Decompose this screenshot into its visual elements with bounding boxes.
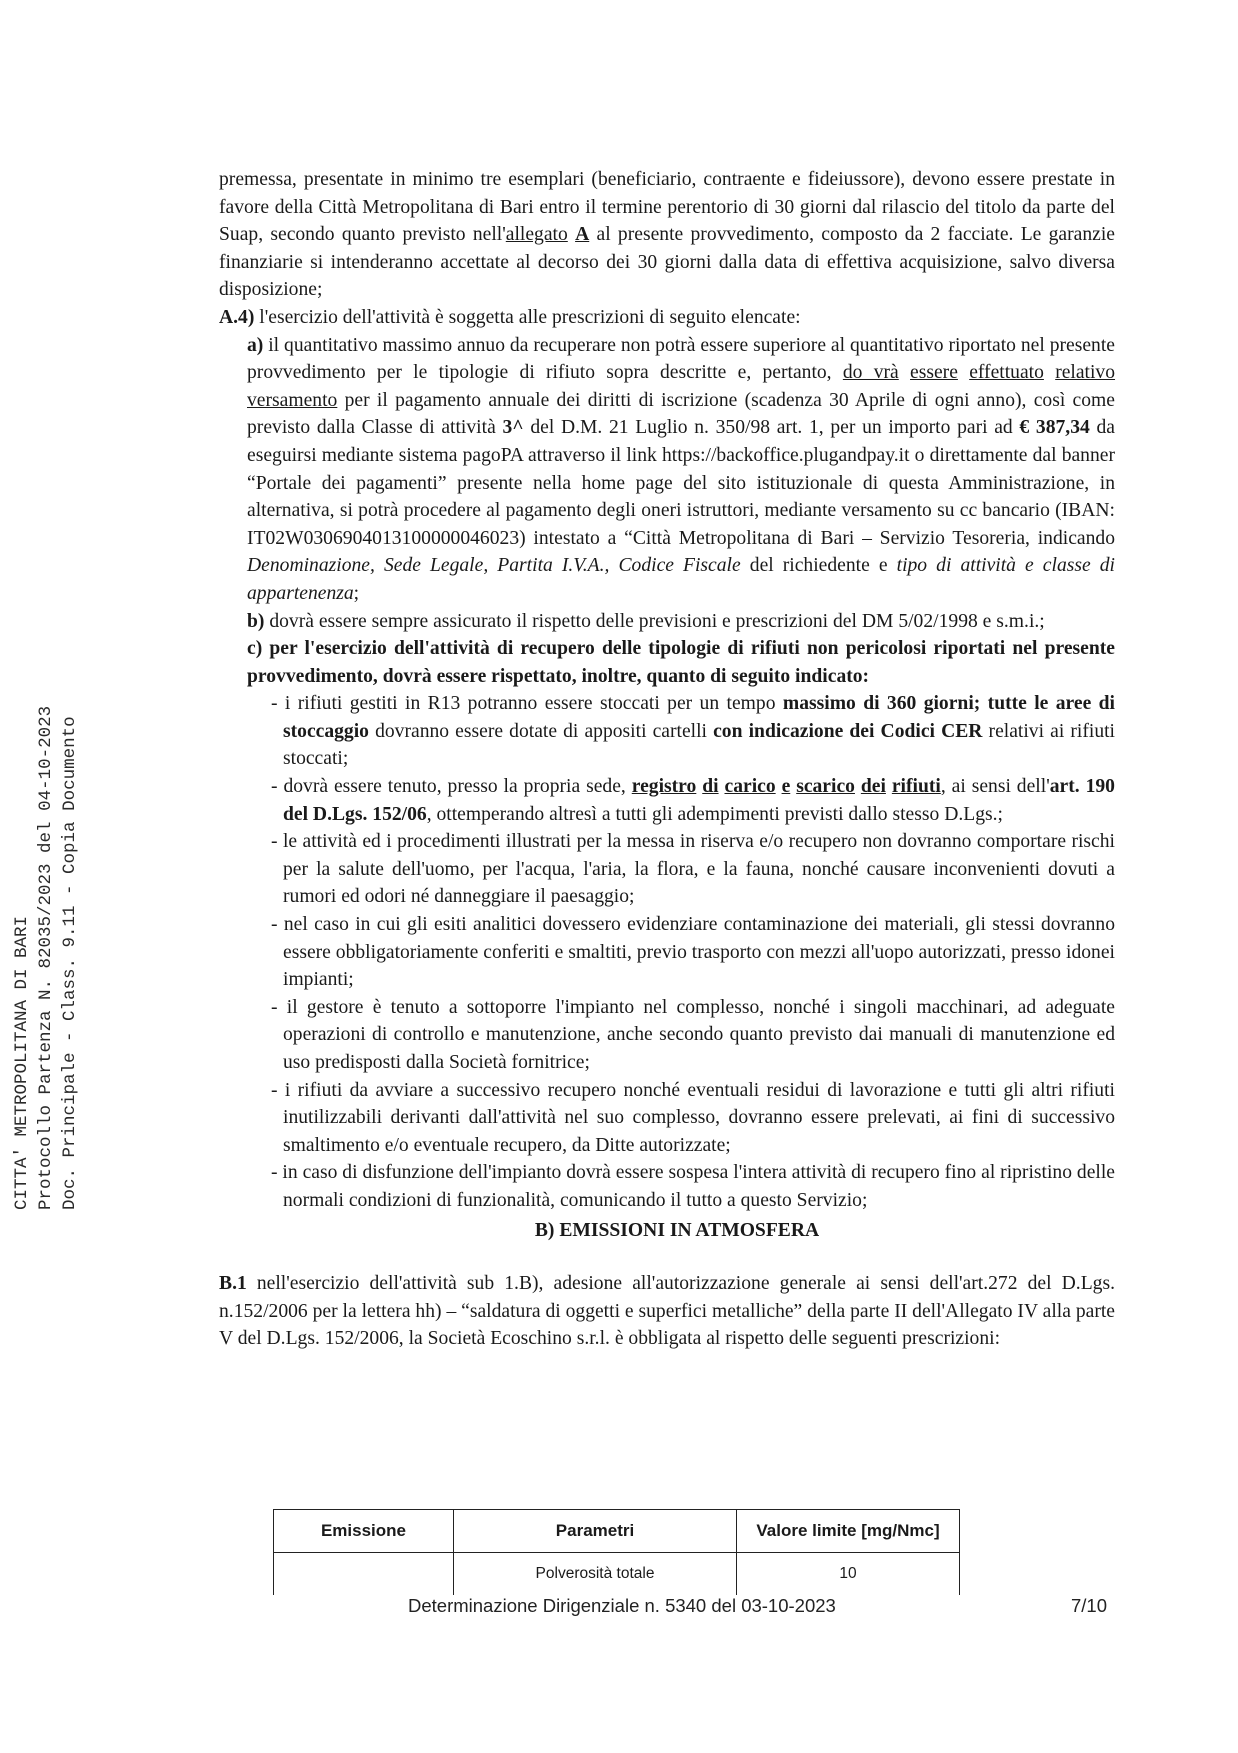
header-valore-limite: Valore limite [mg/Nmc] — [737, 1510, 960, 1553]
prescription-waste-removal: - i rifiuti da avviare a successivo recupero nonché eventuali residui di lavorazione e tutti gli altri rifiuti inutilizzabili derivanti dall'attività nel suo complesso, dovranno essere prelevati, ai fini di successivo smaltimento e/o eventuale recupero, da Ditte autorizzate; — [271, 1079, 1115, 1156]
prescription-storage: - i rifiuti gestiti in R13 potranno essere stoccati per un tempo massimo di 360 giorni; tutte le aree di stoccaggio dovranno essere dotate di appositi cartelli con indicazione dei Codici CER relativi ai rifiuti stoccati; — [271, 693, 1116, 770]
cell-emissione — [274, 1553, 454, 1596]
stamp-line-3: Doc. Principale - Class. 9.11 - Copia Documento — [60, 716, 80, 1210]
stamp-line-1: CITTA' METROPOLITANA DI BARI — [12, 915, 32, 1210]
stamp-line-2: Protocollo Partenza N. 82035/2023 del 04-10-2023 — [36, 705, 56, 1210]
allegato-link: allegato — [505, 224, 568, 246]
cell-valore: 10 — [737, 1553, 960, 1596]
header-parametri: Parametri — [454, 1510, 737, 1553]
item-a: a) il quantitativo massimo annuo da recuperare non potrà essere superiore al quantitativo riportato nel presente provvedimento per le tipologie di rifiuto sopra descritte e, pertanto, do vrà essere effettuato relativo versamento per il pagamento annuale dei diritti di iscrizione (scadenza 30 Aprile di ogni anno), così come previsto dalla Classe di attività 3^ del D.M. 21 Luglio n. 350/98 art. 1, per un importo pari ad € 387,34 da eseguirsi mediante sistema pagoPA attraverso il link https://backoffice.plugandpay.it o direttamente dal banner “Portale dei pagamenti” presente nella home page del sito istituzionale di questa Amministrazione, in alternativa, si potrà procedere al pagamento degli oneri istruttori, mediante versamento su cc bancario (IBAN: IT02W0306904013100000046023) intestato a “Città Metropolitana di Bari – Servizio Tesoreria, indicando Denominazione, Sede Legale, Partita I.V.A., Codice Fiscale del richiedente e tipo di attività e classe di appartenenza; — [247, 334, 1116, 604]
emission-limits-table — [273, 1509, 960, 1595]
page-number: 7/10 — [1071, 1595, 1108, 1616]
cell-parametri: Polverosità totale — [454, 1553, 737, 1596]
item-c: c) per l'esercizio dell'attività di recupero delle tipologie di rifiuti non pericolosi riportati nel presente provvedimento, dovrà essere rispettato, inoltre, quanto di seguito indicato: — [247, 638, 1115, 687]
protocol-stamp — [10, 570, 82, 1210]
clause-b1: B.1 nell'esercizio dell'attività sub 1.B), adesione all'autorizzazione generale ai sensi dell'art.272 del D.Lgs. n.152/2006 per la lettera hh) – “saldatura di oggetti e superfici metalliche” della parte II dell'Allegato IV alla parte V del D.Lgs. 152/2006, la Società Ecoschino s.r.l. è obbligata al rispetto delle seguenti prescrizioni: — [219, 1273, 1115, 1350]
header-emissione: Emissione — [274, 1510, 454, 1553]
prescription-register: - dovrà essere tenuto, presso la propria sede, registro di carico e scarico dei rifiuti, ai sensi dell'art. 190 del D.Lgs. 152/06, ottemperando altresì a tutti gli adempimenti previsti dallo stesso D.Lgs.; — [271, 776, 1115, 825]
section-heading-b: B) EMISSIONI IN ATMOSFERA — [534, 1219, 820, 1241]
prescription-maintenance: - il gestore è tenuto a sottoporre l'impianto nel complesso, nonché i singoli macchinari, ad adeguate operazioni di controllo e manutenzione, anche secondo quanto previsto dai manuali di manutenzione ed uso predisposti dalla Società fornitrice; — [271, 996, 1115, 1073]
intro-paragraph: premessa, presentate in minimo tre esemplari (beneficiario, contraente e fideiussore), devono essere prestate in favore della Città Metropolitana di Bari entro il termine perentorio di 30 giorni dal rilascio del titolo da parte del Suap, secondo quanto previsto nell'allegato A al presente provvedimento, composto da 2 facciate. Le garanzie finanziarie si intenderanno accettate al decorso dei 30 giorni dalla data di effettiva acquisizione, salvo diversa disposizione; — [219, 169, 1115, 301]
clause-a4: A.4) l'esercizio dell'attività è soggetta alle prescrizioni di seguito elencate: — [219, 306, 801, 328]
footer-determination: Determinazione Dirigenziale n. 5340 del 03-10-2023 — [408, 1595, 836, 1616]
table-row — [274, 1553, 960, 1596]
prescription-contamination: - nel caso in cui gli esiti analitici dovessero evidenziare contaminazione dei materiali, gli stessi dovranno essere obbligatoriamente conferiti e smaltiti, previo trasporto con mezzi all'uopo autorizzati, presso idonei impianti; — [271, 914, 1115, 991]
table-header-row — [274, 1510, 960, 1553]
document-body — [219, 166, 1115, 1353]
item-b: b) dovrà essere sempre assicurato il rispetto delle previsioni e prescrizioni del DM 5/02/1998 e s.m.i.; — [247, 610, 1045, 632]
prescription-risks: - le attività ed i procedimenti illustrati per la messa in riserva e/o recupero non dovranno comportare rischi per la salute dell'uomo, per l'acqua, l'aria, la flora, e la fauna, nonché causare inconvenienti dovuti a rumori ed odori né danneggiare il paesaggio; — [271, 831, 1115, 908]
prescription-malfunction: - in caso di disfunzione dell'impianto dovrà essere sospesa l'intera attività di recupero fino al ripristino delle normali condizioni di funzionalità, comunicando il tutto a questo Servizio; — [271, 1162, 1115, 1211]
